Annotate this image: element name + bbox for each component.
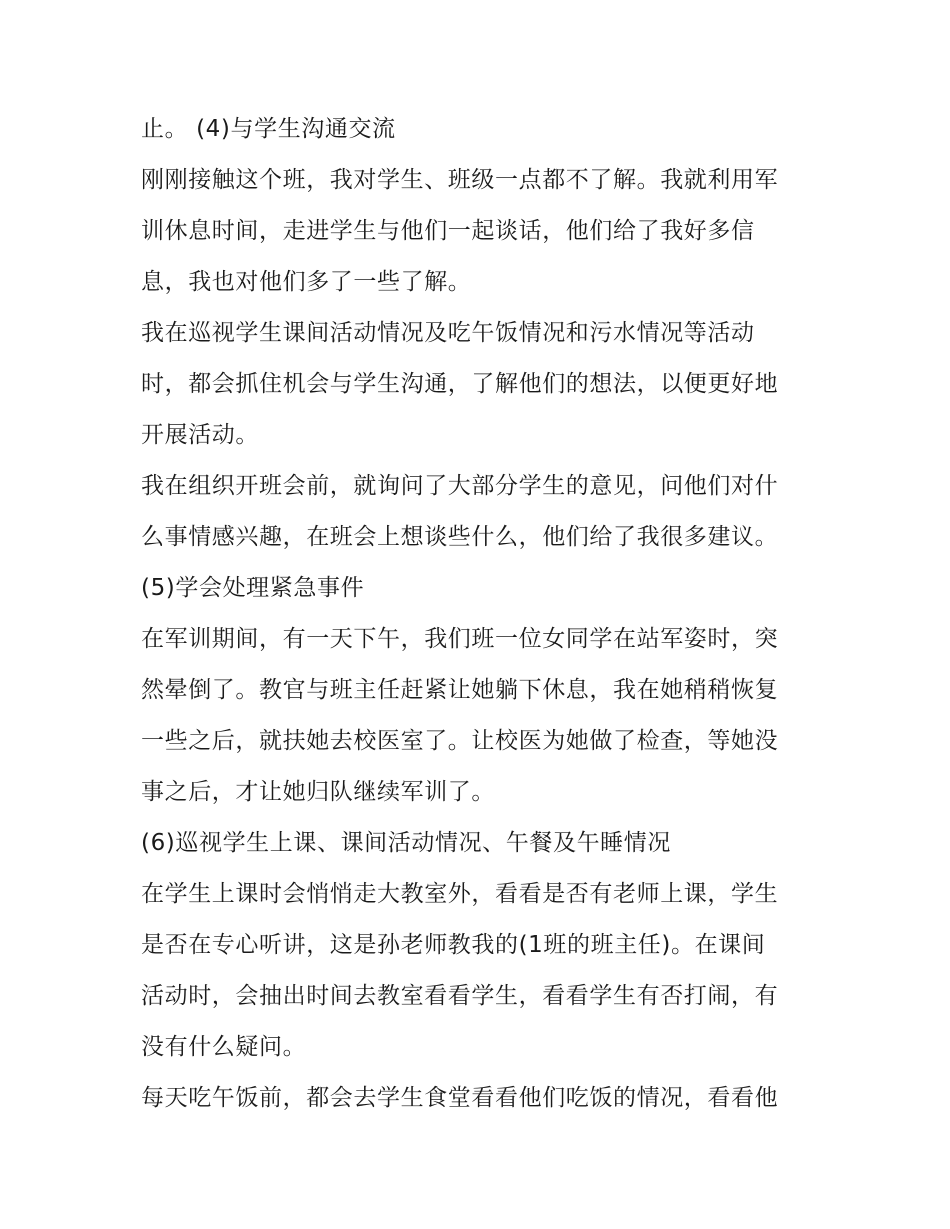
text-line: 一些之后，就扶她去校医室了。让校医为她做了检查，等她没 (141, 728, 779, 754)
text-line: 息，我也对他们多了一些了解。 (141, 269, 472, 295)
section-heading: (6)巡视学生上课、课间活动情况、午餐及午睡情况 (141, 830, 671, 856)
text-line: 是否在专心听讲，这是孙老师教我的(1班的班主任)。在课间 (141, 932, 766, 958)
text-line: 我在组织开班会前，就询问了大部分学生的意见，问他们对什 (141, 473, 779, 499)
text-line: 每天吃午饭前，都会去学生食堂看看他们吃饭的情况，看看他 (141, 1085, 779, 1111)
document-body (141, 110, 816, 1117)
section-heading: (5)学会处理紧急事件 (141, 575, 365, 601)
text-line: 在军训期间，有一天下午，我们班一位女同学在站军姿时，突 (141, 626, 779, 652)
text-line: 时，都会抓住机会与学生沟通，了解他们的想法，以便更好地 (141, 371, 779, 397)
text-line: 活动时，会抽出时间去教室看看学生，看看学生有否打闹，有 (141, 983, 779, 1009)
text-line: 事之后，才让她归队继续军训了。 (141, 779, 495, 805)
text-line: 我在巡视学生课间活动情况及吃午饭情况和污水情况等活动 (141, 320, 755, 346)
text-line: 开展活动。 (141, 422, 259, 448)
text-line: 训休息时间，走进学生与他们一起谈话，他们给了我好多信 (141, 218, 755, 244)
text-line: 么事情感兴趣，在班会上想谈些什么，他们给了我很多建议。 (141, 524, 779, 550)
text-line: 然晕倒了。教官与班主任赶紧让她躺下休息，我在她稍稍恢复 (141, 677, 779, 703)
text-line: 刚刚接触这个班，我对学生、班级一点都不了解。我就利用军 (141, 167, 779, 193)
text-line: 在学生上课时会悄悄走大教室外，看看是否有老师上课，学生 (141, 881, 779, 907)
text-line: 止。 (4)与学生沟通交流 (141, 116, 396, 142)
text-line: 没有什么疑问。 (141, 1034, 307, 1060)
